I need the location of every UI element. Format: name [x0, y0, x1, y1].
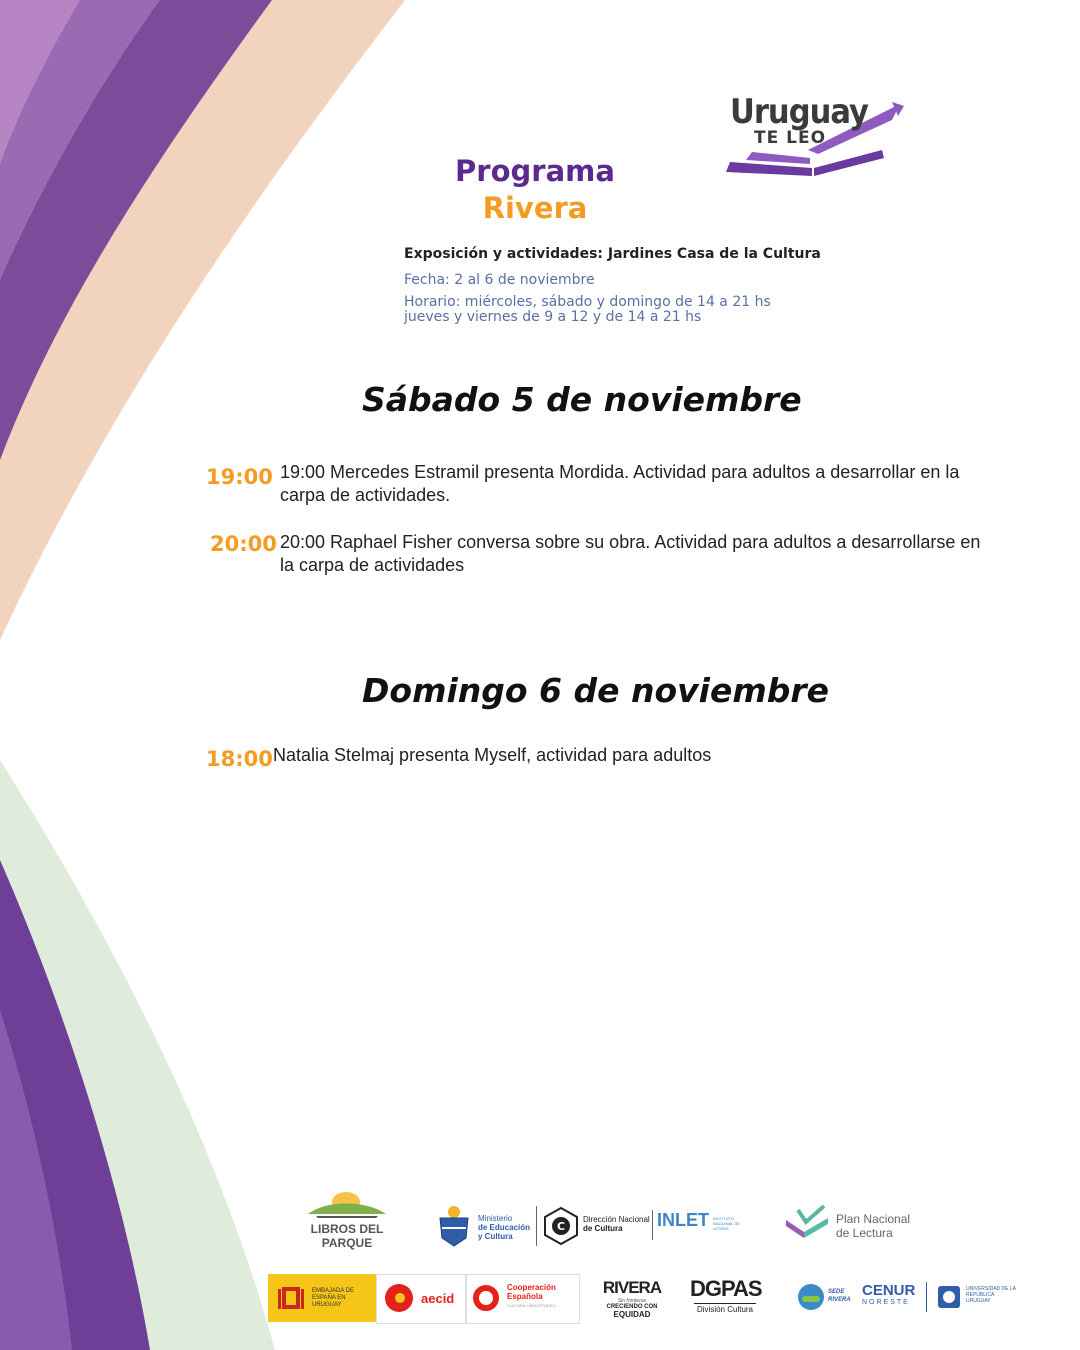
- libros-del-parque-text: LIBROS DEL PARQUE: [310, 1222, 384, 1250]
- info-venue: Exposición y actividades: Jardines Casa de la Cultura: [404, 246, 821, 262]
- cenur-sub: NORESTE: [862, 1299, 910, 1306]
- udelar-seal-icon: [938, 1286, 960, 1308]
- day-heading-saturday: Sábado 5 de noviembre: [362, 380, 802, 419]
- event-time: 20:00: [210, 532, 277, 556]
- plan-nacional-lectura-logo: [784, 1204, 920, 1248]
- rivera-sub2: CRECIENDO CON: [606, 1304, 658, 1310]
- aecid-circle-icon: [385, 1284, 413, 1312]
- uruguay-shield-icon: [436, 1204, 472, 1248]
- dnc-line1: Dirección Nacional: [583, 1215, 650, 1224]
- svg-text:C: C: [556, 1220, 566, 1233]
- event-description: 20:00 Raphael Fisher conversa sobre su obra. Actividad para adultos a desarrollarse en la carpa de actividades: [280, 532, 981, 575]
- event-description: Natalia Stelmaj presenta Myself, actividad para adultos: [273, 745, 712, 765]
- sede-line1: SEDE: [828, 1289, 845, 1295]
- inlet-sub: INSTITUTO NACIONAL DE LETRAS: [713, 1216, 740, 1231]
- cooperacion-espanola-logo: [466, 1274, 580, 1324]
- coop-line1: Cooperación: [507, 1283, 556, 1292]
- sede-line2: RIVERA: [828, 1297, 851, 1303]
- dgpas-logo: [690, 1276, 760, 1322]
- plan-line1: Plan Nacional: [836, 1212, 911, 1226]
- event-time: 19:00: [206, 465, 273, 489]
- info-date: Fecha: 2 al 6 de noviembre: [404, 272, 595, 288]
- dnc-line2: de Cultura: [583, 1224, 623, 1233]
- info-hours-line1: Horario: miércoles, sábado y domingo de 14 a 21 hs: [404, 294, 771, 310]
- inlet-logo: [652, 1210, 753, 1240]
- mec-line1: Ministerio: [478, 1214, 513, 1223]
- globe-icon: [798, 1284, 824, 1310]
- sede-rivera-logo: [798, 1282, 858, 1312]
- plan-line2: de Lectura: [836, 1226, 893, 1240]
- hexagon-c-icon: [541, 1206, 581, 1246]
- coop-line2: Española: [507, 1292, 543, 1301]
- rivera-sub1: Sin fronteras: [617, 1298, 647, 1304]
- mec-logo: [436, 1204, 536, 1250]
- mec-line2: de Educación: [478, 1223, 531, 1232]
- dgpas-text: DGPAS: [690, 1276, 762, 1301]
- logo-sub: TE LEO: [754, 128, 827, 148]
- inlet-text: INLET: [657, 1210, 709, 1230]
- uruguay-te-leo-logo: [722, 92, 912, 184]
- udelar-logo: [938, 1284, 1018, 1312]
- udelar-text: UNIVERSIDAD DE LA REPÚBLICA URUGUAY: [966, 1286, 1016, 1304]
- embajada-text: EMBAJADA DE ESPAÑA EN URUGUAY: [312, 1288, 355, 1308]
- rivera-logo: [596, 1278, 668, 1322]
- dnc-logo: [536, 1206, 655, 1246]
- event-time: 18:00: [206, 747, 273, 771]
- cenur-text: CENUR: [862, 1282, 916, 1299]
- embajada-espana-logo: [268, 1274, 376, 1322]
- spain-coat-of-arms-icon: [276, 1281, 306, 1315]
- info-hours-line2: jueves y viernes de 9 a 12 y de 14 a 21 hs: [404, 309, 702, 325]
- coop-c-icon: [473, 1285, 499, 1311]
- book-check-icon: [784, 1204, 830, 1240]
- mec-line3: y Cultura: [478, 1232, 513, 1241]
- logo-word: Uruguay: [730, 92, 868, 132]
- cenur-logo: [862, 1282, 927, 1312]
- dgpas-sub: División Cultura: [696, 1305, 754, 1314]
- libros-del-parque-logo: [296, 1188, 398, 1250]
- program-title: Programa: [455, 154, 615, 188]
- park-tree-icon: [296, 1188, 398, 1218]
- day-heading-sunday: Domingo 6 de noviembre: [362, 671, 830, 710]
- rivera-text: RIVERA: [602, 1278, 662, 1297]
- program-city: Rivera: [482, 191, 588, 225]
- aecid-text: aecid: [421, 1291, 455, 1306]
- rivera-sub3: EQUIDAD: [613, 1310, 651, 1319]
- aecid-logo: [376, 1274, 466, 1324]
- event-description: 19:00 Mercedes Estramil presenta Mordida. Actividad para adultos a desarrollar en la carpa de actividades.: [280, 462, 960, 505]
- coop-line3: CULTURA / MONTEVIDEO: [507, 1303, 556, 1308]
